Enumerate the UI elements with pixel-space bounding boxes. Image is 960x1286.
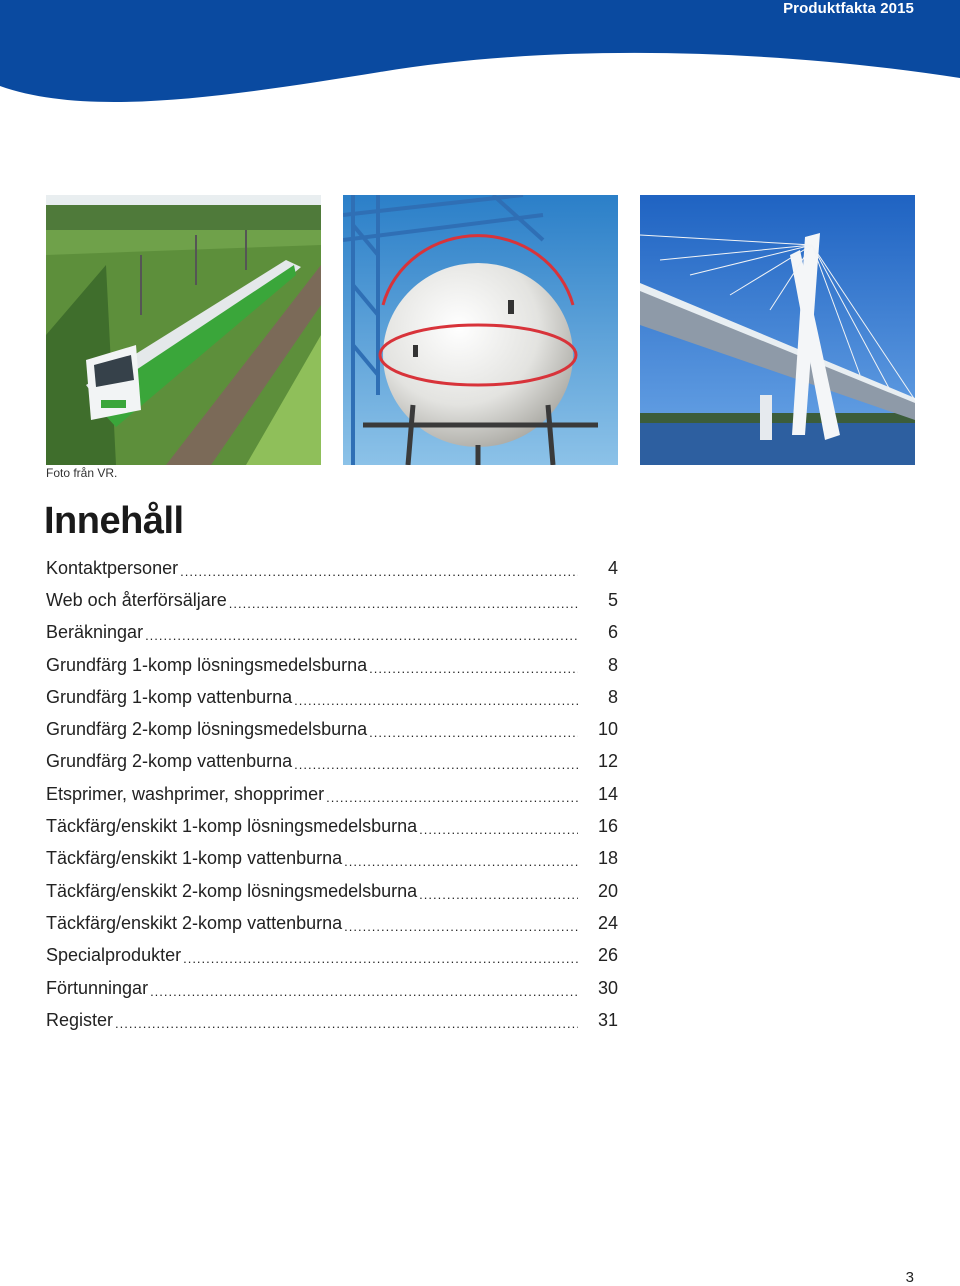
toc-entry-label: Beräkningar bbox=[46, 622, 144, 643]
toc-title: Innehåll bbox=[44, 500, 184, 542]
toc-entry-label: Täckfärg/enskikt 1-komp vattenburna bbox=[46, 848, 343, 869]
toc-leader-dots bbox=[344, 919, 578, 934]
toc-leader-dots bbox=[145, 628, 578, 643]
toc-entry-label: Grundfärg 1-komp lösningsmedelsburna bbox=[46, 654, 368, 675]
page-number: 3 bbox=[905, 1269, 914, 1286]
toc-leader-dots bbox=[326, 790, 578, 805]
toc-leader-dots bbox=[183, 951, 578, 966]
tank-photo bbox=[343, 195, 618, 465]
toc-entry-page: 26 bbox=[597, 945, 618, 966]
toc-entry[interactable] bbox=[46, 875, 618, 907]
toc-leader-dots bbox=[419, 887, 578, 902]
toc-entry-page: 8 bbox=[607, 686, 618, 707]
toc-entry[interactable] bbox=[46, 843, 618, 875]
toc-entry-page: 31 bbox=[597, 1009, 618, 1030]
toc-entry-page: 12 bbox=[597, 751, 618, 772]
toc-entry-label: Kontaktpersoner bbox=[46, 557, 179, 578]
toc-entry[interactable] bbox=[46, 907, 618, 939]
toc-entry[interactable] bbox=[46, 940, 618, 972]
toc-entry-page: 14 bbox=[597, 783, 618, 804]
toc-leader-dots bbox=[180, 564, 578, 579]
toc-leader-dots bbox=[369, 725, 578, 740]
toc-entry[interactable] bbox=[46, 746, 618, 778]
toc-entry-page: 10 bbox=[597, 719, 618, 740]
toc-entry-label: Grundfärg 2-komp lösningsmedelsburna bbox=[46, 719, 368, 740]
toc-entry-page: 20 bbox=[597, 880, 618, 901]
toc-leader-dots bbox=[344, 854, 578, 869]
toc-entry-label: Täckfärg/enskikt 2-komp lösningsmedelsburna bbox=[46, 880, 418, 901]
toc-entry-label: Grundfärg 1-komp vattenburna bbox=[46, 686, 293, 707]
toc-entry[interactable] bbox=[46, 584, 618, 616]
table-of-contents bbox=[46, 552, 618, 1036]
toc-entry-page: 8 bbox=[607, 654, 618, 675]
toc-leader-dots bbox=[115, 1016, 578, 1031]
toc-leader-dots bbox=[419, 822, 578, 837]
toc-entry-page: 4 bbox=[607, 557, 618, 578]
toc-entry-page: 24 bbox=[597, 912, 618, 933]
toc-leader-dots bbox=[150, 984, 578, 999]
train-photo bbox=[46, 195, 321, 465]
toc-entry-page: 5 bbox=[607, 589, 618, 610]
toc-entry-page: 18 bbox=[597, 848, 618, 869]
toc-entry[interactable] bbox=[46, 1004, 618, 1036]
toc-leader-dots bbox=[294, 757, 578, 772]
toc-leader-dots bbox=[229, 596, 578, 611]
toc-entry-label: Grundfärg 2-komp vattenburna bbox=[46, 751, 293, 772]
toc-entry[interactable] bbox=[46, 810, 618, 842]
bridge-photo bbox=[640, 195, 915, 465]
toc-leader-dots bbox=[369, 661, 578, 676]
toc-entry-page: 16 bbox=[597, 816, 618, 837]
photo-caption: Foto från VR. bbox=[46, 466, 118, 480]
toc-entry-label: Specialprodukter bbox=[46, 945, 182, 966]
toc-entry[interactable] bbox=[46, 649, 618, 681]
toc-entry[interactable] bbox=[46, 552, 618, 584]
toc-entry-page: 30 bbox=[597, 977, 618, 998]
header-title: Produktfakta 2015 bbox=[783, 0, 914, 17]
toc-entry-label: Förtunningar bbox=[46, 977, 149, 998]
toc-entry[interactable] bbox=[46, 972, 618, 1004]
toc-entry-label: Täckfärg/enskikt 1-komp lösningsmedelsburna bbox=[46, 816, 418, 837]
toc-entry-label: Register bbox=[46, 1009, 114, 1030]
toc-entry[interactable] bbox=[46, 778, 618, 810]
toc-entry[interactable] bbox=[46, 681, 618, 713]
toc-leader-dots bbox=[294, 693, 578, 708]
toc-entry-page: 6 bbox=[607, 622, 618, 643]
toc-entry[interactable] bbox=[46, 617, 618, 649]
toc-entry-label: Etsprimer, washprimer, shopprimer bbox=[46, 783, 325, 804]
toc-entry[interactable] bbox=[46, 713, 618, 745]
toc-entry-label: Täckfärg/enskikt 2-komp vattenburna bbox=[46, 912, 343, 933]
header-band bbox=[0, 0, 960, 140]
toc-entry-label: Web och återförsäljare bbox=[46, 589, 227, 610]
